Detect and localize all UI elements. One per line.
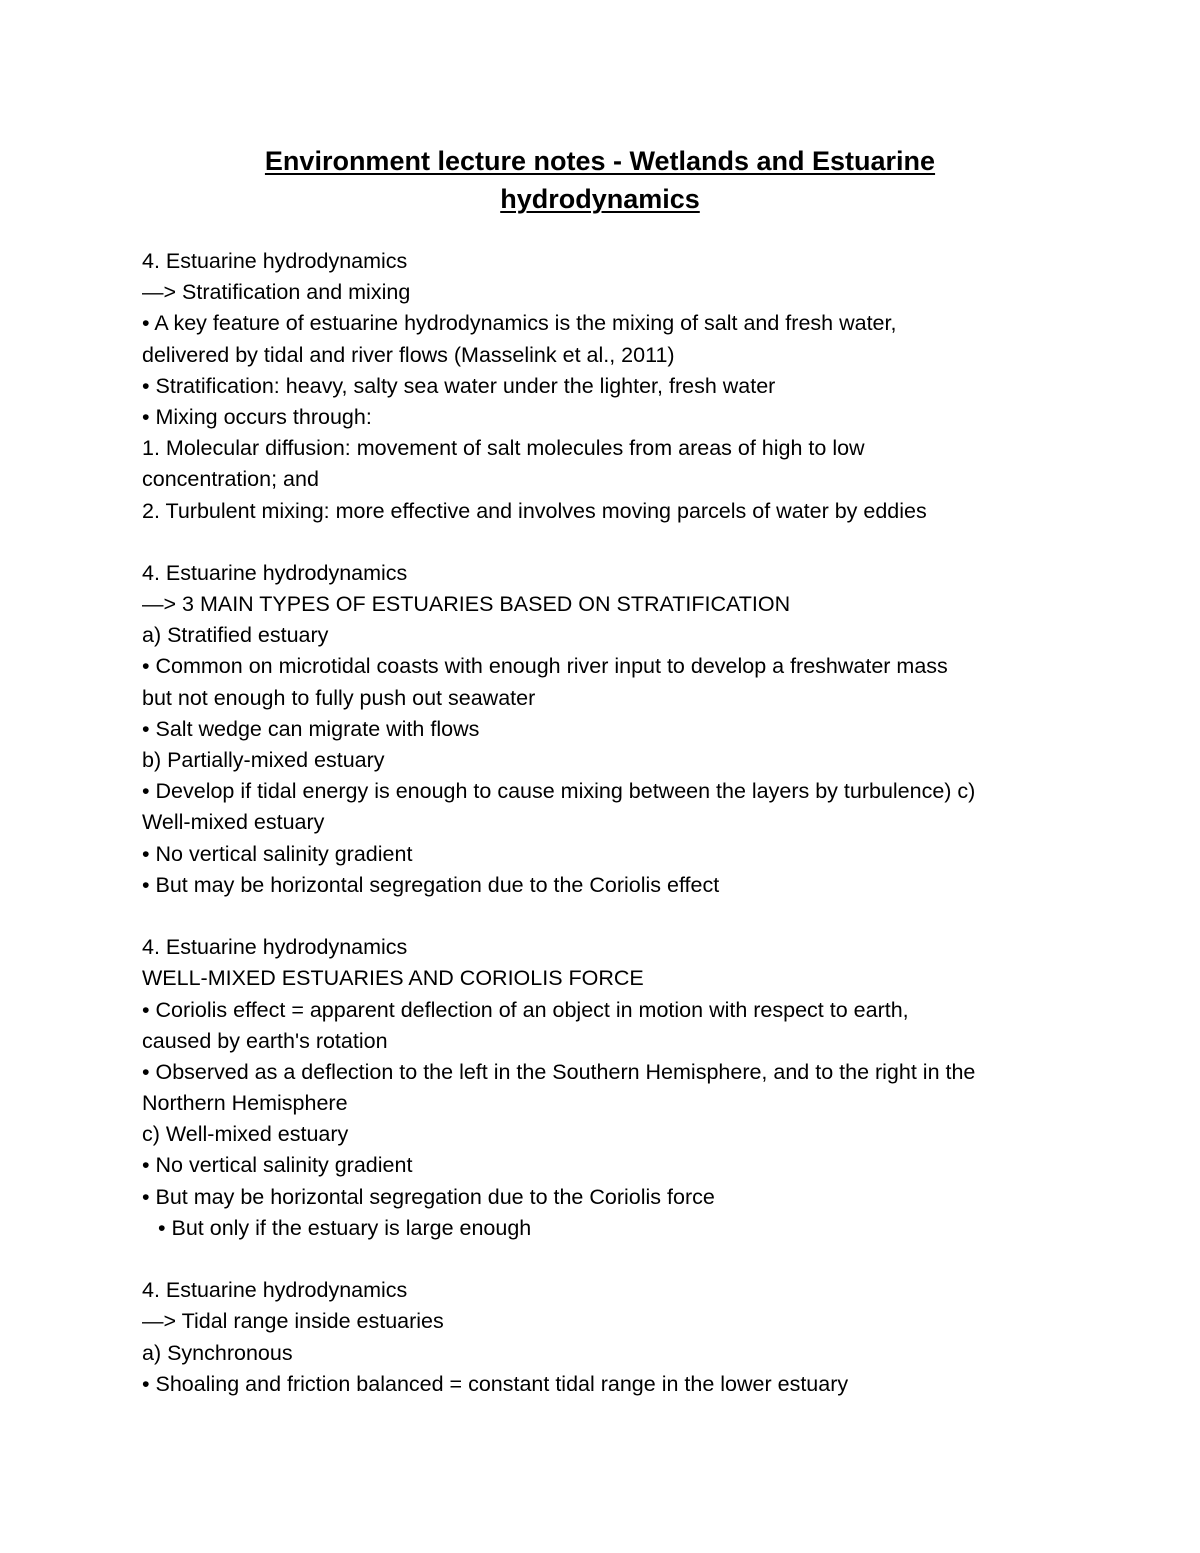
text-line: • Coriolis effect = apparent deflection of an object in motion with respect to earth, xyxy=(142,997,909,1022)
section-types-of-estuaries xyxy=(142,558,1082,901)
text-line: Northern Hemisphere xyxy=(142,1091,348,1116)
paragraph-spacer xyxy=(142,1244,1082,1275)
text-line: • Salt wedge can migrate with flows xyxy=(142,716,480,741)
indented-text-line: • But only if the estuary is large enough xyxy=(158,1215,532,1240)
text-line: caused by earth's rotation xyxy=(142,1028,388,1053)
text-line: • A key feature of estuarine hydrodynamics is the mixing of salt and fresh water, xyxy=(142,311,897,336)
subheading: —> Stratification and mixing xyxy=(142,280,411,305)
text-line: • No vertical salinity gradient xyxy=(142,1153,413,1178)
section-coriolis-force xyxy=(142,932,1082,1244)
subheading: WELL-MIXED ESTUARIES AND CORIOLIS FORCE xyxy=(142,966,644,991)
text-line: delivered by tidal and river flows (Masselink et al., 2011) xyxy=(142,342,675,367)
text-line: • But may be horizontal segregation due to the Coriolis effect xyxy=(142,872,720,897)
section-heading: 4. Estuarine hydrodynamics xyxy=(142,935,408,960)
subheading: —> 3 MAIN TYPES OF ESTUARIES BASED ON STRATIFICATION xyxy=(142,592,791,617)
text-line: 1. Molecular diffusion: movement of salt molecules from areas of high to low xyxy=(142,436,865,461)
text-line: but not enough to fully push out seawater xyxy=(142,685,536,710)
text-line: • Develop if tidal energy is enough to cause mixing between the layers by turbulence) c) xyxy=(142,779,976,804)
document-title xyxy=(120,142,1080,218)
text-line: 2. Turbulent mixing: more effective and involves moving parcels of water by eddies xyxy=(142,498,927,523)
text-line: • Common on microtidal coasts with enough river input to develop a freshwater mass xyxy=(142,654,948,679)
text-line: • Mixing occurs through: xyxy=(142,404,372,429)
text-line: • But may be horizontal segregation due to the Coriolis force xyxy=(142,1184,715,1209)
text-line: • No vertical salinity gradient xyxy=(142,841,413,866)
text-line: b) Partially-mixed estuary xyxy=(142,748,385,772)
text-line: c) Well-mixed estuary xyxy=(142,1122,349,1147)
section-heading: 4. Estuarine hydrodynamics xyxy=(142,249,408,273)
paragraph-spacer xyxy=(142,901,1082,932)
section-stratification-and-mixing xyxy=(142,246,1082,527)
paragraph-spacer xyxy=(142,527,1082,558)
text-line: • Observed as a deflection to the left in the Southern Hemisphere, and to the right in the xyxy=(142,1059,976,1084)
title-line-1: Environment lecture notes - Wetlands and Estuarine xyxy=(264,146,936,176)
document-body xyxy=(142,246,1082,1400)
section-tidal-range xyxy=(142,1275,1082,1400)
text-line: • Stratification: heavy, salty sea water under the lighter, fresh water xyxy=(142,373,776,398)
text-line: concentration; and xyxy=(142,467,319,492)
text-line: a) Stratified estuary xyxy=(142,623,329,648)
text-line: a) Synchronous xyxy=(142,1340,293,1365)
text-line: • Shoaling and friction balanced = constant tidal range in the lower estuary xyxy=(142,1371,849,1396)
text-line: Well-mixed estuary xyxy=(142,810,325,835)
title-line-2: hydrodynamics xyxy=(500,184,700,214)
subheading: —> Tidal range inside estuaries xyxy=(142,1309,444,1334)
section-heading: 4. Estuarine hydrodynamics xyxy=(142,560,408,585)
section-heading: 4. Estuarine hydrodynamics xyxy=(142,1278,408,1303)
